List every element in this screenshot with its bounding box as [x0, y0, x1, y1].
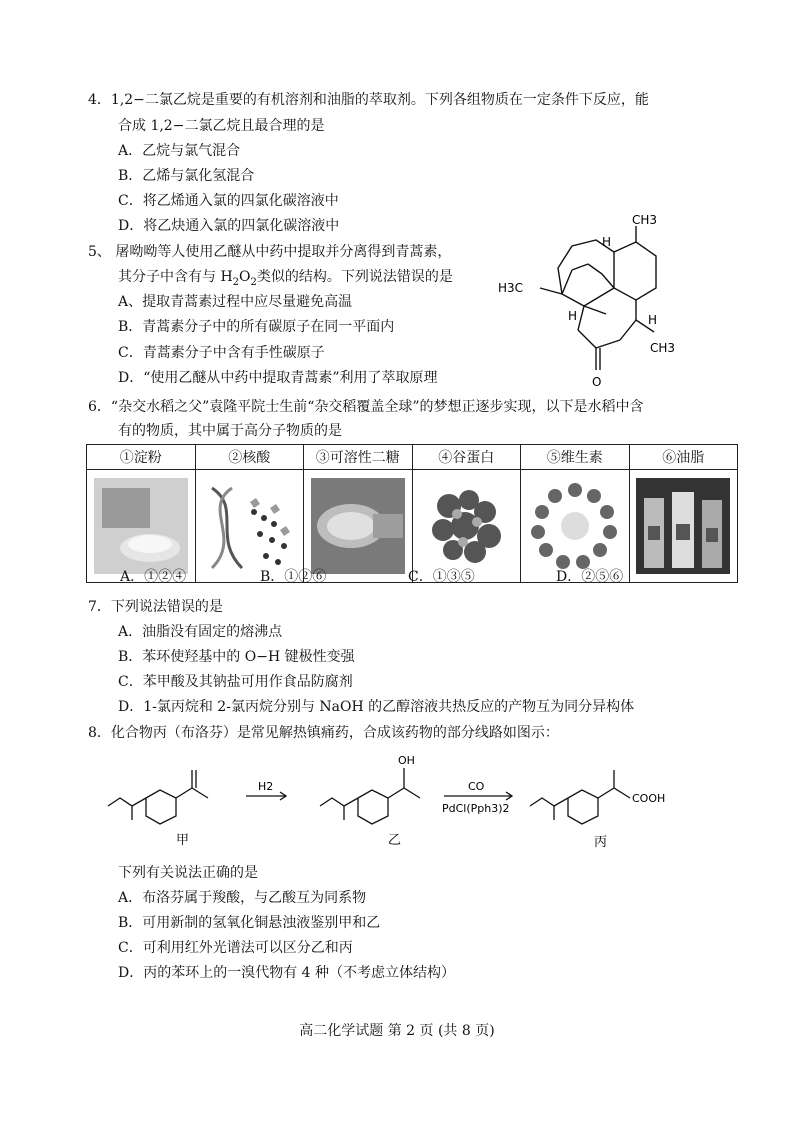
q5-option-b: B．青蒿素分子中的所有碳原子在同一平面内 [118, 319, 395, 335]
glutelin-image-cell [412, 470, 521, 583]
substance-table [86, 444, 738, 583]
page-footer: 高二化学试题 第 2 页 (共 8 页) [299, 1023, 495, 1039]
label-jia: 甲 [176, 833, 190, 848]
vitamin-image-cell [521, 470, 630, 583]
oil-image-cell [629, 470, 738, 583]
q6-option-c: C．①③⑤ [408, 569, 475, 585]
disaccharide-image [311, 478, 405, 574]
q8-option-b: B．可用新制的氢氧化铜悬浊液鉴别甲和乙 [118, 915, 381, 931]
starch-image-cell [87, 470, 196, 583]
q5-option-d: D．“使用乙醚从中药中提取青蒿素”利用了萃取原理 [118, 370, 438, 386]
q8-option-c: C．可利用红外光谱法可以区分乙和丙 [118, 940, 353, 956]
label-yi: 乙 [388, 833, 402, 848]
q4-option-a: A．乙烷与氯气混合 [118, 143, 241, 159]
dna-image [202, 478, 296, 574]
q6-option-b: B．①②⑥ [260, 569, 327, 585]
header-glutelin: ④谷蛋白 [412, 445, 521, 470]
artemisinin-structure [496, 212, 696, 392]
starch-image [94, 478, 188, 574]
q4-option-b: B．乙烯与氯化氢混合 [118, 168, 255, 184]
q6-option-d: D．②⑤⑥ [556, 569, 624, 585]
q7-option-c: C．苯甲酸及其钠盐可用作食品防腐剂 [118, 674, 353, 690]
q5-stem-line1: 5、 屠呦呦等人使用乙醚从中药中提取并分离得到青蒿素， [88, 244, 452, 260]
q7-option-d: D．1-氯丙烷和 2-氯丙烷分别与 NaOH 的乙醇溶液共热反应的产物互为同分异构体 [118, 699, 635, 715]
reagent-co: CO [468, 780, 485, 793]
o-label: O [592, 375, 602, 389]
q5-option-c: C．青蒿素分子中含有手性碳原子 [118, 345, 325, 361]
q4-option-d: D．将乙炔通入氯的四氯化碳溶液中 [118, 218, 340, 234]
oh-label: OH [398, 754, 415, 767]
q6-option-a: A．①②④ [120, 569, 187, 585]
q7-option-a: A．油脂没有固定的熔沸点 [118, 624, 283, 640]
header-vitamin: ⑤维生素 [521, 445, 630, 470]
header-disaccharide: ③可溶性二糖 [304, 445, 413, 470]
vitamin-image [528, 478, 622, 574]
q5-stem-line2: 其分子中含有与 $H_2O_2$类似的结构。下列说法错误的是 [118, 269, 453, 288]
h3c-label: H3C [498, 281, 524, 295]
h-label-1: H [602, 235, 612, 249]
reagent-catalyst: PdCl(Pph3)2 [442, 802, 510, 815]
q7-stem: 7．下列说法错误的是 [88, 599, 223, 615]
q5-option-a: A、提取青蒿素过程中应尽量避免高温 [118, 294, 353, 310]
header-nucleic-acid: ②核酸 [195, 445, 304, 470]
q8-option-a: A．布洛芬属于羧酸，与乙酸互为同系物 [118, 890, 367, 906]
h-label-2: H [568, 309, 578, 323]
h-label-3: H [648, 313, 658, 327]
q4-stem-line1: 4．1,2−二氯乙烷是重要的有机溶剂和油脂的萃取剂。下列各组物质在一定条件下反应，能 [88, 92, 649, 108]
q6-stem-line2: 有的物质，其中属于高分子物质的是 [118, 423, 342, 439]
q4-stem-line2: 合成 1,2−二氯乙烷且最合理的是 [118, 118, 325, 134]
cooh-label: COOH [632, 792, 666, 805]
q8-stem: 8．化合物丙（布洛芬）是常见解热镇痛药，合成该药物的部分线路如图示： [88, 725, 559, 741]
header-starch: ①淀粉 [87, 445, 196, 470]
ch3-right-label: CH3 [650, 341, 676, 355]
q8-sub-stem: 下列有关说法正确的是 [118, 865, 258, 881]
disaccharide-image-cell [304, 470, 413, 583]
ibuprofen-synthesis-scheme [100, 746, 700, 856]
q7-option-b: B．苯环使羟基中的 O−H 键极性变强 [118, 649, 355, 665]
q8-option-d: D．丙的苯环上的一溴代物有 4 种（不考虑立体结构） [118, 965, 456, 981]
label-bing: 丙 [594, 835, 608, 850]
dna-image-cell [195, 470, 304, 583]
glutelin-image [419, 478, 513, 574]
q6-stem-line1: 6．“杂交水稻之父”袁隆平院士生前“杂交稻覆盖全球”的梦想正逐步实现，以下是水稻中含 [88, 399, 644, 415]
reagent-h2: H2 [258, 780, 274, 793]
q4-option-c: C．将乙烯通入氯的四氯化碳溶液中 [118, 193, 339, 209]
header-oil: ⑥油脂 [629, 445, 738, 470]
ch3-top-label: CH3 [632, 213, 658, 227]
oil-image [636, 478, 730, 574]
